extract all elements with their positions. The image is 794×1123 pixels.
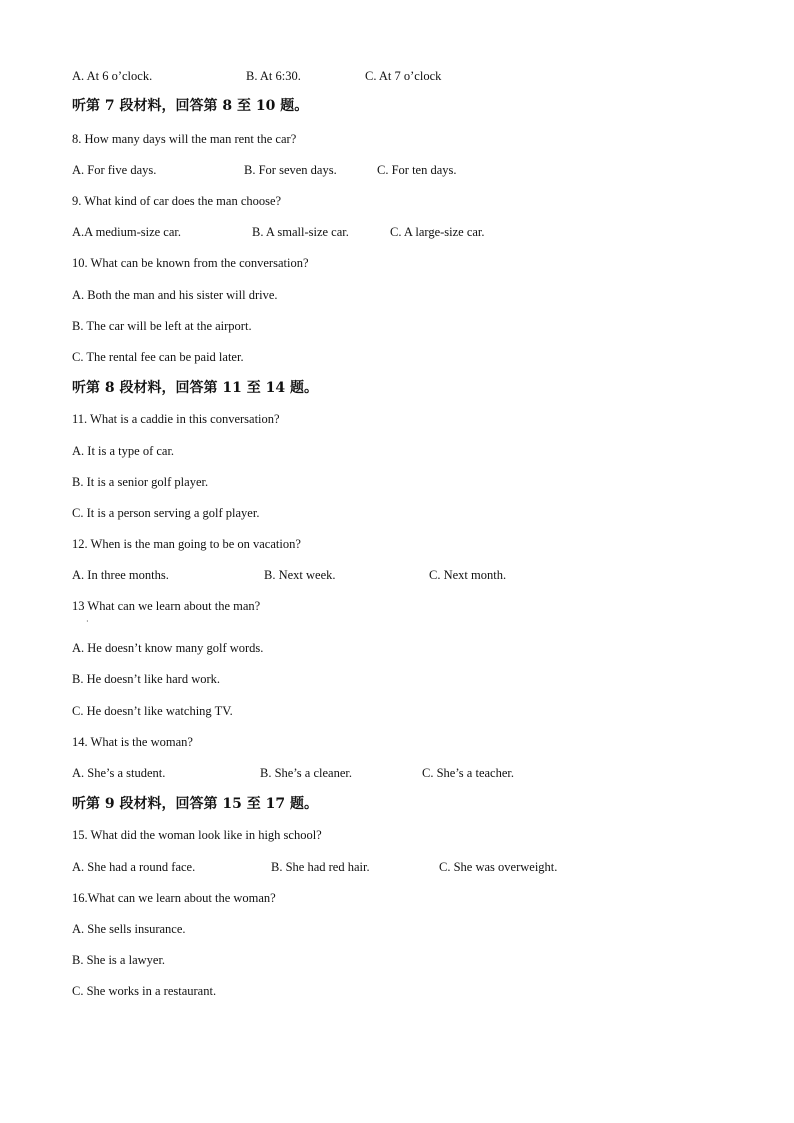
- q15-option-a: A. She had a round face.: [72, 860, 196, 874]
- q7-option-b: B. At 6:30.: [246, 69, 301, 83]
- q12-stem: 12. When is the man going to be on vacation?: [72, 537, 301, 551]
- q15-stem: 15. What did the woman look like in high school?: [72, 828, 322, 842]
- section-9-heading: 听第 9 段材料，回答第 15 至 17 题。: [72, 796, 318, 812]
- q16-option-c: C. She works in a restaurant.: [72, 984, 217, 998]
- q9-option-a: A.A medium-size car.: [72, 225, 181, 239]
- q10-option-b: B. The car will be left at the airport.: [72, 319, 252, 333]
- q15-option-b: B. She had red hair.: [271, 860, 370, 874]
- q9-option-b: B. A small-size car.: [252, 225, 349, 239]
- section-7-heading: 听第 7 段材料，回答第 8 至 10 题。: [72, 98, 309, 114]
- q16-option-b: B. She is a lawyer.: [72, 953, 166, 967]
- q16-option-a: A. She sells insurance.: [72, 922, 186, 936]
- q10-stem: 10. What can be known from the conversation?: [72, 256, 309, 270]
- q8-stem: 8. How many days will the man rent the car?: [72, 132, 297, 146]
- section-8-heading: 听第 8 段材料，回答第 11 至 14 题。: [72, 380, 318, 396]
- q12-option-c: C. Next month.: [429, 568, 507, 582]
- q9-stem: 9. What kind of car does the man choose?: [72, 194, 282, 208]
- q13-option-b: B. He doesn’t like hard work.: [72, 672, 221, 686]
- q9-option-c: C. A large-size car.: [390, 225, 485, 239]
- stray-dot-mark: ·: [86, 617, 89, 626]
- q7-option-c: C. At 7 o’clock: [365, 69, 442, 83]
- q14-stem: 14. What is the woman?: [72, 735, 193, 749]
- q12-option-a: A. In three months.: [72, 568, 169, 582]
- q8-option-a: A. For five days.: [72, 163, 157, 177]
- q11-option-c: C. It is a person serving a golf player.: [72, 506, 260, 520]
- q13-option-a: A. He doesn’t know many golf words.: [72, 641, 264, 655]
- q8-option-b: B. For seven days.: [244, 163, 337, 177]
- q11-stem: 11. What is a caddie in this conversation?: [72, 412, 280, 426]
- q14-option-a: A. She’s a student.: [72, 766, 166, 780]
- q10-option-a: A. Both the man and his sister will drive.: [72, 288, 278, 302]
- q7-option-a: A. At 6 o’clock.: [72, 69, 153, 83]
- q13-stem: 13 What can we learn about the man?: [72, 599, 261, 613]
- q14-option-b: B. She’s a cleaner.: [260, 766, 352, 780]
- q14-option-c: C. She’s a teacher.: [422, 766, 514, 780]
- q11-option-a: A. It is a type of car.: [72, 444, 175, 458]
- q12-option-b: B. Next week.: [264, 568, 336, 582]
- q16-stem: 16.What can we learn about the woman?: [72, 891, 276, 905]
- q10-option-c: C. The rental fee can be paid later.: [72, 350, 244, 364]
- q13-option-c: C. He doesn’t like watching TV.: [72, 704, 233, 718]
- q11-option-b: B. It is a senior golf player.: [72, 475, 209, 489]
- q15-option-c: C. She was overweight.: [439, 860, 558, 874]
- q8-option-c: C. For ten days.: [377, 163, 457, 177]
